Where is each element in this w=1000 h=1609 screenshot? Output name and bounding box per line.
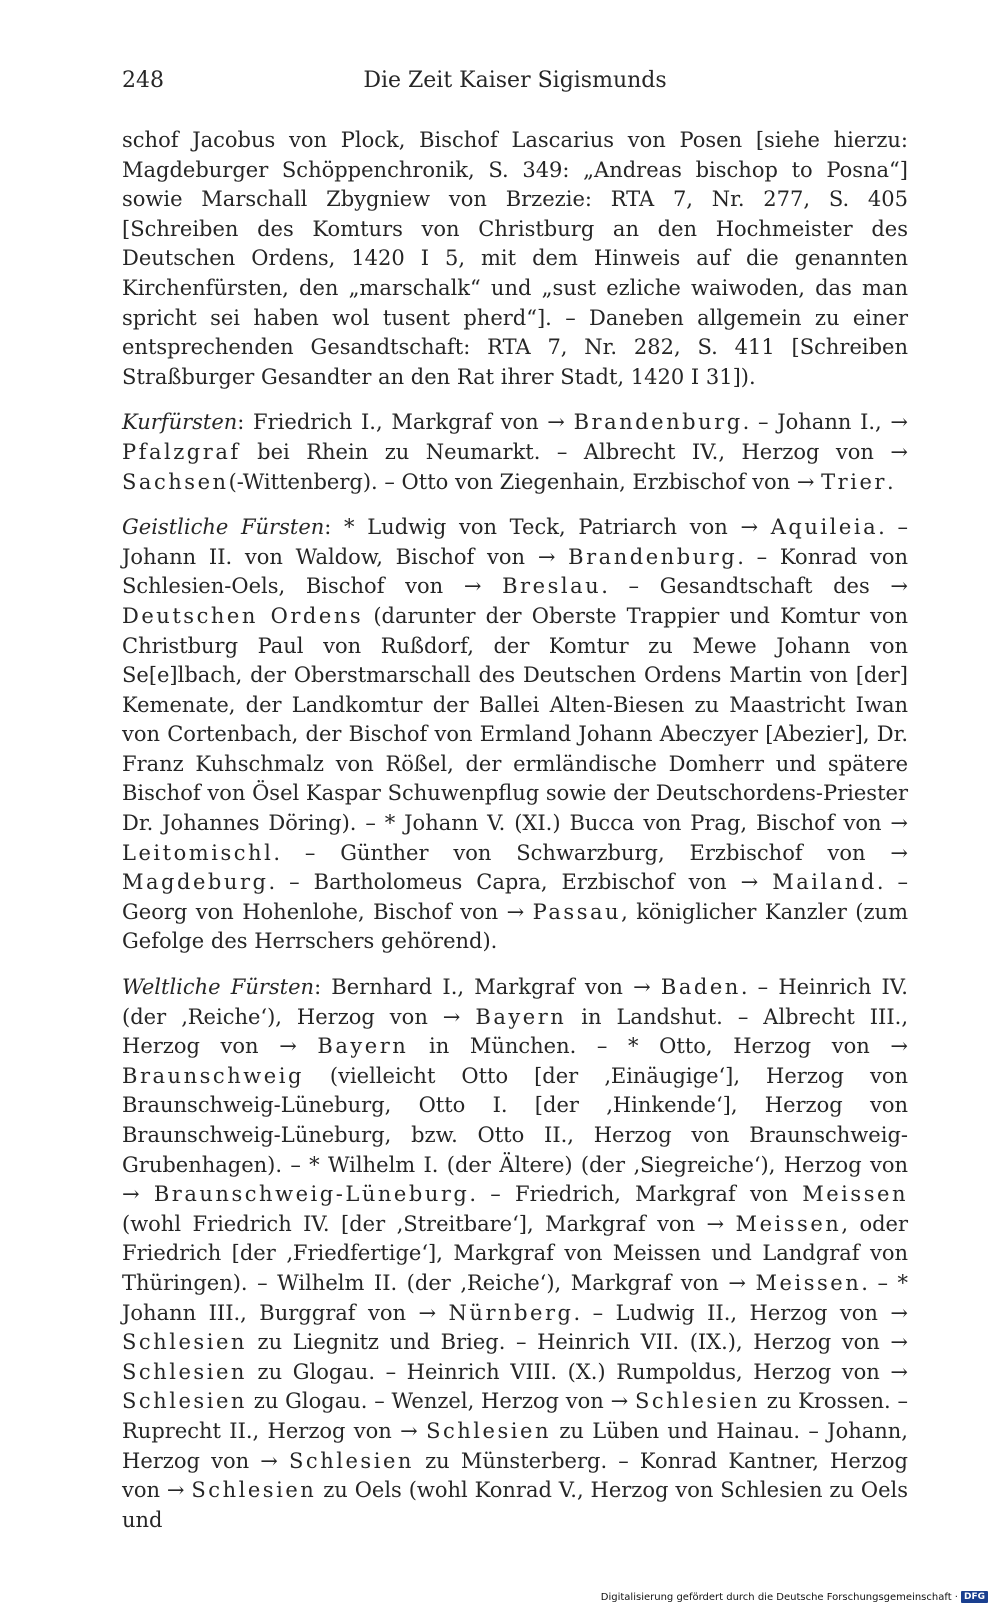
- cross-reference: Passau: [532, 899, 622, 924]
- cross-reference: Baden: [660, 975, 741, 1000]
- text-run: : * Ludwig von Teck, Patriarch von →: [324, 515, 771, 540]
- text-run: (darunter der Oberste Trappier und Komtur von Christburg Paul von Rußdorf, der Komtur zu Mewe Johann von Se[e]lbach, der Oberstmarschall des Deutschen Ordens Martin von [der] Kemenate, der Landkomtur der Ballei Alten-Biesen zu Maastricht Iwan von Cortenbach, der Bischof von Ermland Johann Abeczyer [Abezier], Dr. Franz Kuhschmalz von Rößel, der ermländische Domherr und spätere Bischof von Ösel Kaspar Schuwenpflug sowie der Deutschordens-Priester Dr. Johannes Döring). – * Johann V. (XI.) Bucca von Prag, Bischof von →: [122, 603, 908, 836]
- digitization-footer: [601, 1591, 988, 1603]
- text-run: zu Glogau. – Heinrich VIII. (X.) Rumpoldus, Herzog von →: [246, 1359, 908, 1384]
- cross-reference: Schlesien: [426, 1418, 552, 1443]
- text-run: (-Wittenberg). – Otto von Ziegenhain, Erzbischof von →: [228, 469, 822, 494]
- page-number: 248: [122, 68, 164, 93]
- text-run: : Friedrich I., Markgraf von →: [237, 410, 574, 435]
- text-run: . – Gesandtschaft des →: [601, 574, 908, 599]
- category-label: Geistliche Fürsten: [122, 515, 325, 540]
- cross-reference: Schlesien: [289, 1448, 414, 1473]
- text-run: zu Oels (wohl Konrad V., Herzog von Schlesien zu Oels und: [122, 1478, 908, 1532]
- text-run: zu Lüben und Hainau. – Johann, Herzog von →: [122, 1418, 908, 1473]
- cross-reference: Mailand: [772, 870, 877, 895]
- text-run: schof Jacobus von Plock, Bischof Lascarius von Posen [siehe hierzu: Magdeburger Schöppenchronik, S. 349: „Andreas bischop to Posna“] sowie Marschall Zbygniew von Brzezie: RTA 7, Nr. 277, S. 405 [Schreiben des Komturs von Christburg an den Hochmeister des Deutschen Ordens, 1420 I 5, mit dem Hinweis auf die genannten Kirchenfürsten, den „marschalk“ und „sust ezliche waiwoden, das man spricht sei haben wol tusent pherd“]. – Daneben allgemein zu einer entsprechenden Gesandtschaft: RTA 7, Nr. 282, S. 411 [Schreiben Straßburger Gesandter an den Rat ihrer Stadt, 1420 I 31]).: [122, 128, 908, 389]
- footer-credit: Digitalisierung gefördert durch die Deutsche Forschungsgemeinschaft ·: [600, 1591, 958, 1603]
- paragraph-kurfuersten: [122, 408, 908, 497]
- text-run: (vielleicht Otto [der ‚Einäugige‘], Herzog von Braunschweig-Lüneburg, Otto I. [der ‚Hinkende‘], Herzog von Braunschweig-Lüneburg, bzw. Otto II., Herzog von Braunschweig-Grubenhagen). – * Wilhelm I. (der Ältere) (der ‚Siegreiche‘), Herzog von →: [122, 1063, 908, 1207]
- text-run: . – * Johann III., Burggraf von →: [122, 1270, 909, 1325]
- text-run: zu Krossen. – Ruprecht II., Herzog von →: [122, 1389, 908, 1443]
- text-run: in München. – * Otto, Herzog von →: [408, 1034, 908, 1059]
- text-run: zu Glogau. – Wenzel, Herzog von →: [246, 1389, 635, 1414]
- category-label: Kurfürsten: [122, 410, 238, 435]
- cross-reference: Schlesien: [635, 1389, 760, 1414]
- text-run: . – Friedrich, Markgraf von: [469, 1182, 803, 1207]
- cross-reference: Nürnberg: [448, 1300, 574, 1325]
- text-run: (wohl Friedrich IV. [der ‚Streitbare‘], Markgraf von →: [122, 1211, 736, 1236]
- text-run: zu Münsterberg. – Konrad Kantner, Herzog von →: [122, 1448, 908, 1503]
- text-run: : Bernhard I., Markgraf von →: [314, 975, 661, 1000]
- text-run: zu Liegnitz und Brieg. – Heinrich VII. (IX.), Herzog von →: [246, 1330, 908, 1355]
- paragraph-weltliche-fuersten: [122, 973, 908, 1535]
- cross-reference: Schlesien: [122, 1359, 247, 1384]
- text-run: . – Konrad von Schlesien-Oels, Bischof von →: [122, 544, 908, 599]
- text-run: . – Johann II. von Waldow, Bischof von →: [122, 515, 908, 569]
- text-run: . – Heinrich IV. (der ‚Reiche‘), Herzog von →: [122, 975, 908, 1029]
- cross-reference: Bayern: [317, 1034, 409, 1059]
- text-run: bei Rhein zu Neumarkt. – Albrecht IV., Herzog von →: [240, 439, 908, 464]
- cross-reference: Braunschweig: [122, 1063, 304, 1088]
- cross-reference: Deutschen Ordens: [122, 603, 364, 628]
- cross-reference: Meissen: [802, 1182, 908, 1207]
- cross-reference: Leitomischl: [122, 840, 274, 865]
- cross-reference: Schlesien: [122, 1330, 247, 1355]
- cross-reference: Breslau: [502, 574, 602, 599]
- text-run: . – Günther von Schwarzburg, Erzbischof von →: [273, 840, 908, 865]
- text-run: . – Johann I., →: [742, 410, 908, 435]
- category-label: Weltliche Fürsten: [122, 975, 315, 1000]
- page-body: [122, 126, 908, 1551]
- cross-reference: Braunschweig-Lüneburg: [153, 1182, 470, 1207]
- text-run: . – Bartholomeus Capra, Erzbischof von →: [268, 870, 773, 895]
- cross-reference: Brandenburg: [573, 410, 743, 435]
- cross-reference: Schlesien: [122, 1389, 247, 1414]
- text-run: , oder Friedrich [der ‚Friedfertige‘], Markgraf von Meissen und Landgraf von Thüringen). – Wilhelm II. (der ‚Reiche‘), Markgraf von →: [122, 1211, 908, 1295]
- text-run: . – Georg von Hohenlohe, Bischof von →: [122, 870, 908, 924]
- cross-reference: Meissen: [735, 1211, 842, 1236]
- paragraph-continuation: [122, 126, 908, 392]
- cross-reference: Sachsen: [122, 469, 229, 494]
- cross-reference: Aquileia: [770, 515, 879, 540]
- cross-reference: Schlesien: [191, 1478, 317, 1503]
- text-run: . – Ludwig II., Herzog von →: [573, 1300, 908, 1325]
- cross-reference: Bayern: [475, 1004, 567, 1029]
- cross-reference: Trier: [821, 469, 887, 494]
- paragraph-geistliche-fuersten: [122, 513, 908, 957]
- text-run: , königlicher Kanzler (zum Gefolge des Herrschers gehörend).: [122, 899, 908, 954]
- cross-reference: Magdeburg: [122, 870, 269, 895]
- dfg-logo: DFG: [961, 1591, 988, 1603]
- cross-reference: Brandenburg: [568, 544, 738, 569]
- running-title: Die Zeit Kaiser Sigismunds: [363, 68, 667, 93]
- cross-reference: Meissen: [755, 1270, 862, 1295]
- text-run: .: [886, 469, 894, 494]
- cross-reference: Pfalzgraf: [122, 439, 241, 464]
- text-run: in Landshut. – Albrecht III., Herzog von →: [122, 1004, 908, 1059]
